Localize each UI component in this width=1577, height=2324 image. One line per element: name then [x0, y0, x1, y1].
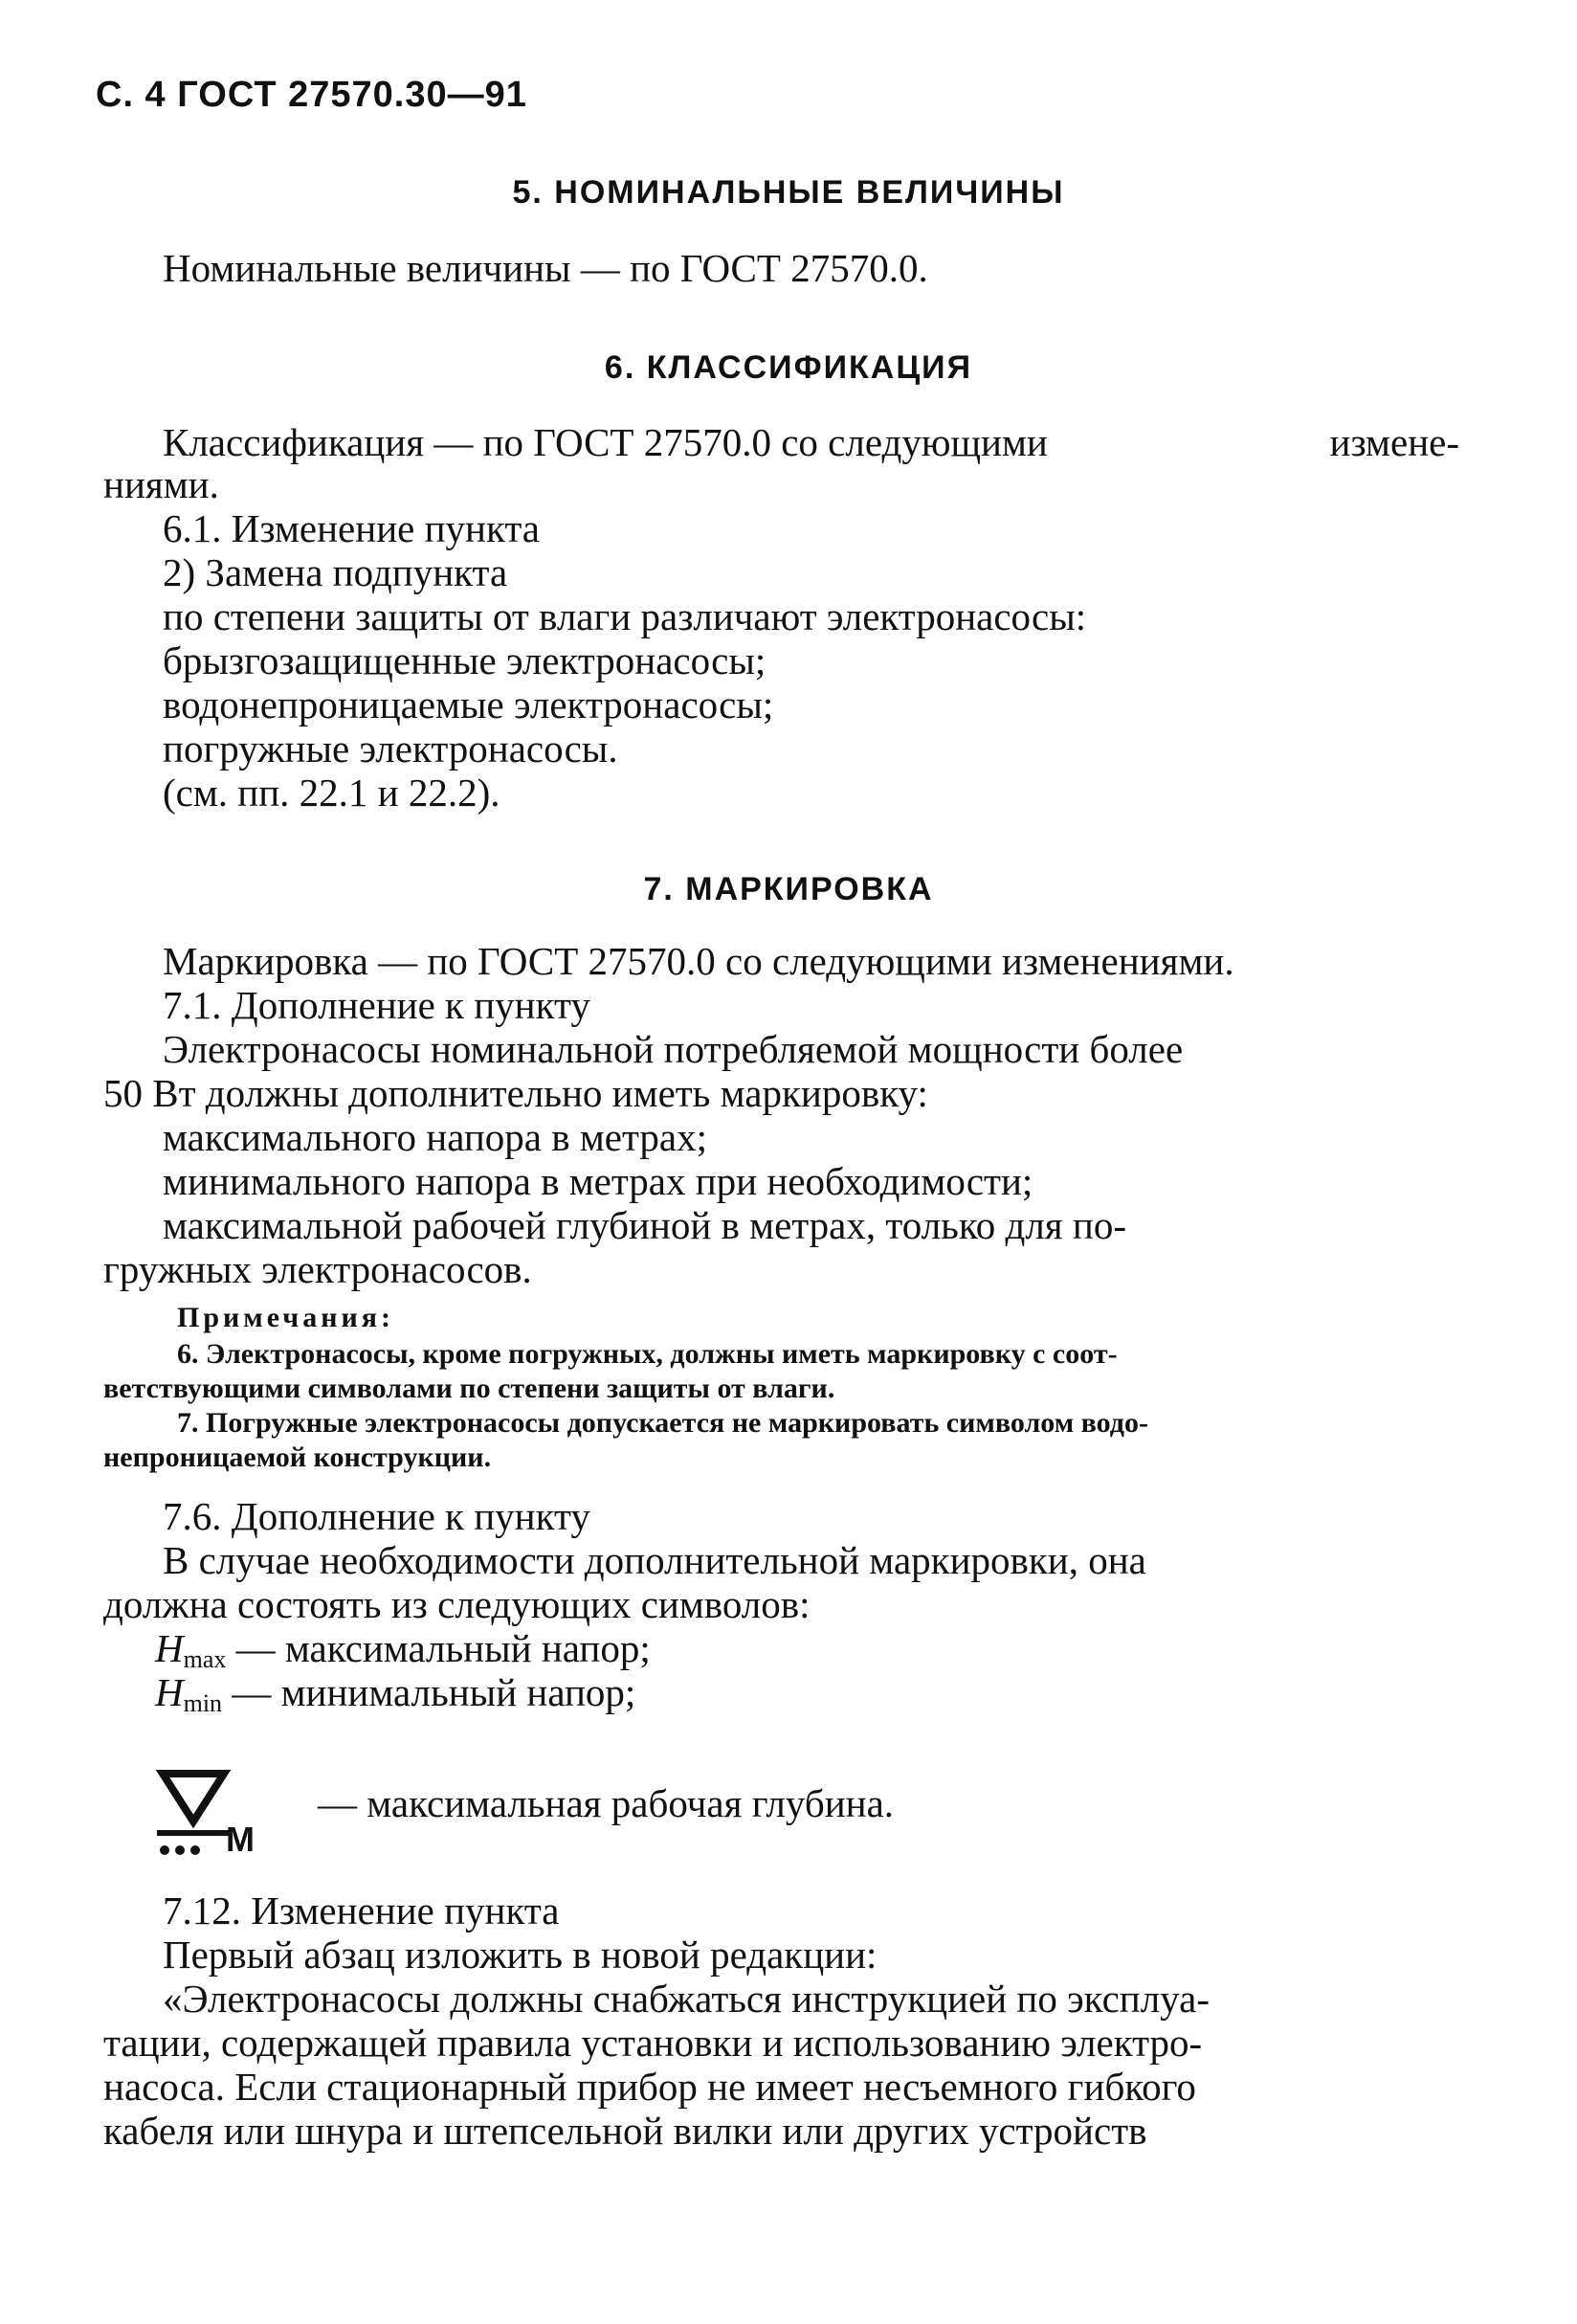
section-7-title: 7. МАРКИРОВКА: [643, 871, 934, 907]
depth-symbol-text: — максимальная рабочая глубина.: [318, 1781, 895, 1825]
s7-line: 50 Вт должны дополнительно иметь маркировку:: [103, 1071, 928, 1115]
note-6-line1: 6. Электронасосы, кроме погружных, должны иметь маркировку с соот-: [177, 1338, 1118, 1370]
notes-title: Примечания:: [177, 1302, 395, 1333]
s7-line: Первый абзац изложить в новой редакции:: [163, 1933, 877, 1977]
s6-line: брызгозащищенные электронасосы;: [163, 638, 766, 682]
s7-line: гружных электронасосов.: [103, 1247, 532, 1291]
s6-line: водонепроницаемые электронасосы;: [163, 682, 774, 726]
s7-line: кабеля или шнура и штепсельной вилки или других устройств: [103, 2109, 1147, 2153]
s6-p1-text: Классификация — по ГОСТ 27570.0 со следующими: [163, 420, 1048, 464]
s6-line: 6.1. Изменение пункта: [163, 506, 540, 550]
s7-line: 7.6. Дополнение к пункту: [163, 1494, 590, 1538]
s7-line: должна состоять из следующих символов:: [103, 1582, 811, 1626]
s7-line: 7.12. Изменение пункта: [163, 1888, 560, 1933]
note-7-line2: непроницаемой конструкции.: [103, 1441, 492, 1473]
s7-line: тации, содержащей правила установки и использованию электро-: [103, 2021, 1203, 2065]
s5-paragraph: Номинальные величины — по ГОСТ 27570.0.: [163, 246, 928, 290]
hmax-symbol: H: [155, 1626, 184, 1670]
s7-line: максимального напора в метрах;: [163, 1115, 708, 1159]
hmin-symbol: H: [155, 1670, 184, 1714]
s6-paragraph-line2: ниями.: [103, 462, 219, 506]
depth-symbol-letter: M: [226, 1820, 255, 1859]
s7-line: 7.1. Дополнение к пункту: [163, 983, 590, 1027]
s7-line: Электронасосы номинальной потребляемой мощности более: [163, 1027, 1184, 1071]
s6-line: по степени защиты от влаги различают электронасосы:: [163, 594, 1087, 638]
s7-line: максимальной рабочей глубиной в метрах, только для по-: [163, 1203, 1126, 1247]
note-7-line1: 7. Погружные электронасосы допускается не маркировать символом водо-: [177, 1407, 1148, 1439]
s6-line: (см. пп. 22.1 и 22.2).: [163, 771, 500, 815]
section-6-title: 6. КЛАССИФИКАЦИЯ: [604, 349, 973, 386]
s6-paragraph-line1: [163, 421, 1459, 463]
hmax-text: — максимальный напор;: [235, 1626, 651, 1670]
s7-paragraph: Маркировка — по ГОСТ 27570.0 со следующими изменениями.: [163, 939, 1234, 983]
page-header: С. 4 ГОСТ 27570.30—91: [96, 75, 527, 115]
s7-line: «Электронасосы должны снабжаться инструкцией по эксплуа-: [163, 1977, 1210, 2021]
s7-line: В случае необходимости дополнительной маркировки, она: [163, 1538, 1146, 1582]
note-6-line2: ветствующими символами по степени защиты от влаги.: [103, 1373, 835, 1404]
s7-line: минимального напора в метрах при необходимости;: [163, 1159, 1033, 1203]
s7-line: насоса. Если стационарный прибор не имеет несъемного гибкого: [103, 2065, 1196, 2109]
hmin-subscript: min: [183, 1689, 223, 1717]
hmin-text: — минимальный напор;: [232, 1670, 636, 1714]
s6-line: 2) Замена подпункта: [163, 550, 508, 594]
s6-p1-hyphen: измене-: [1329, 420, 1459, 464]
hmin-definition: [155, 1671, 635, 1725]
s6-line: погружные электронасосы.: [163, 726, 618, 771]
section-5-title: 5. НОМИНАЛЬНЫЕ ВЕЛИЧИНЫ: [512, 174, 1065, 211]
hmax-subscript: max: [183, 1645, 227, 1673]
